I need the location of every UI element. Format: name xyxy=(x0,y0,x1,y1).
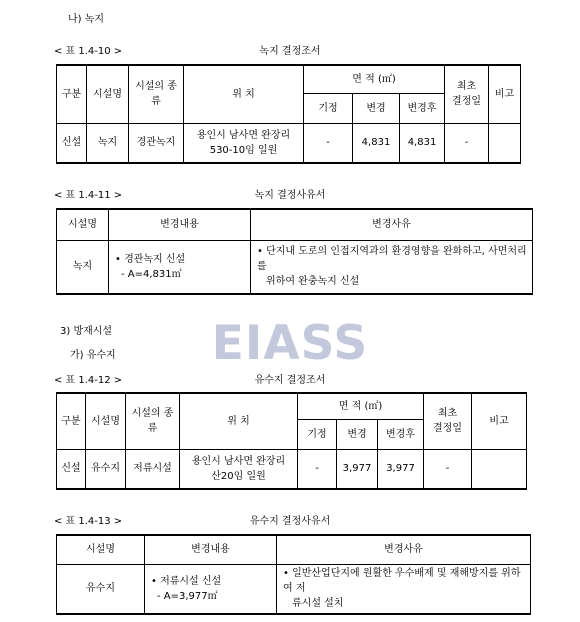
green-decision-table xyxy=(56,64,521,164)
header-facility-name: 시설명 xyxy=(57,535,145,564)
cell-facility-name: 유수지 xyxy=(86,449,126,489)
header-change-reason: 변경사유 xyxy=(277,535,531,564)
cell-existing: - xyxy=(304,123,353,163)
change-content-line-1: • 저류시설 신설 xyxy=(151,575,222,587)
cell-after: 3,977 xyxy=(378,449,424,489)
cell-facility-type: 저류시설 xyxy=(126,449,180,489)
change-reason-line-2: 위하여 완충녹지 신설 xyxy=(266,276,360,288)
table3-number: < 표 1.4-12 > xyxy=(54,375,123,386)
header-location: 위 치 xyxy=(184,65,304,123)
cell-initial-date: - xyxy=(445,123,489,163)
change-content-line-2: - A=4,831㎡ xyxy=(121,268,182,280)
header-category: 구분 xyxy=(57,393,86,449)
table4-number: < 표 1.4-13 > xyxy=(54,516,123,527)
header-existing: 기정 xyxy=(298,419,337,449)
retention-reason-table xyxy=(56,534,531,615)
cell-facility-name: 녹지 xyxy=(57,240,109,294)
header-after: 변경후 xyxy=(378,419,424,449)
cell-facility-name: 유수지 xyxy=(57,564,145,614)
cell-location: 용인시 남사면 완장리 530-10임 일원 xyxy=(184,123,304,163)
change-reason-line-2: 류시설 설치 xyxy=(292,598,344,610)
header-area: 면 적 (㎡) xyxy=(304,65,445,93)
table3-title: 유수지 결정조서 xyxy=(254,375,326,386)
cell-facility-type: 경관녹지 xyxy=(129,123,184,163)
header-existing: 기정 xyxy=(304,93,353,123)
retention-decision-table xyxy=(56,392,527,490)
header-change: 변경 xyxy=(337,419,378,449)
header-after: 변경후 xyxy=(400,93,445,123)
section-heading-retention: 가) 유수지 xyxy=(70,350,116,361)
cell-location: 용인시 남사면 완장리 산20임 일원 xyxy=(180,449,298,489)
change-reason-line-1: • 단지내 도로의 인접지역과의 환경영향을 완화하고, 사면처리를 xyxy=(257,246,527,273)
header-remark: 비고 xyxy=(489,65,521,123)
table1-number: < 표 1.4-10 > xyxy=(54,46,123,57)
table-row xyxy=(57,564,531,614)
header-change: 변경 xyxy=(353,93,400,123)
change-content-line-1: • 경관녹지 신설 xyxy=(115,253,186,265)
cell-category: 신설 xyxy=(57,123,87,163)
header-change-reason: 변경사유 xyxy=(251,209,533,240)
header-facility-type: 시설의 종류 xyxy=(126,393,180,449)
section-heading-green: 나) 녹지 xyxy=(68,14,105,25)
header-facility-name: 시설명 xyxy=(86,393,126,449)
cell-change-reason xyxy=(277,564,531,614)
table-row xyxy=(57,123,521,163)
table2-title: 녹지 결정사유서 xyxy=(254,190,326,201)
cell-category: 신설 xyxy=(57,449,86,489)
table2-number: < 표 1.4-11 > xyxy=(54,190,123,201)
green-reason-table xyxy=(56,208,533,295)
cell-initial-date: - xyxy=(424,449,472,489)
cell-after: 4,831 xyxy=(400,123,445,163)
header-category: 구분 xyxy=(57,65,87,123)
cell-remark xyxy=(472,449,527,489)
table-row xyxy=(57,240,533,294)
header-change-content: 변경내용 xyxy=(145,535,277,564)
section-heading-disaster: 3) 방재시설 xyxy=(60,326,113,337)
table1-title: 녹지 결정조서 xyxy=(259,46,321,57)
cell-remark xyxy=(489,123,521,163)
table-row xyxy=(57,449,527,489)
eiass-watermark: EIASS xyxy=(211,316,369,371)
header-change-content: 변경내용 xyxy=(109,209,251,240)
header-location: 위 치 xyxy=(180,393,298,449)
change-content-line-2: - A=3,977㎡ xyxy=(157,590,218,602)
cell-change: 4,831 xyxy=(353,123,400,163)
cell-facility-name: 녹지 xyxy=(87,123,129,163)
header-facility-name: 시설명 xyxy=(57,209,109,240)
change-reason-line-1: • 일반산업단지에 원활한 우수배제 및 재해방지를 위하여 저 xyxy=(283,568,521,595)
header-remark: 비고 xyxy=(472,393,527,449)
header-initial-date: 최초 결정일 xyxy=(445,65,489,123)
header-facility-type: 시설의 종류 xyxy=(129,65,184,123)
header-area: 면 적 (㎡) xyxy=(298,393,424,419)
header-facility-name: 시설명 xyxy=(87,65,129,123)
cell-change-content xyxy=(109,240,251,294)
header-initial-date: 최초 결정일 xyxy=(424,393,472,449)
cell-existing: - xyxy=(298,449,337,489)
cell-change-content xyxy=(145,564,277,614)
cell-change-reason xyxy=(251,240,533,294)
table4-title: 유수지 결정사유서 xyxy=(249,516,331,527)
cell-change: 3,977 xyxy=(337,449,378,489)
